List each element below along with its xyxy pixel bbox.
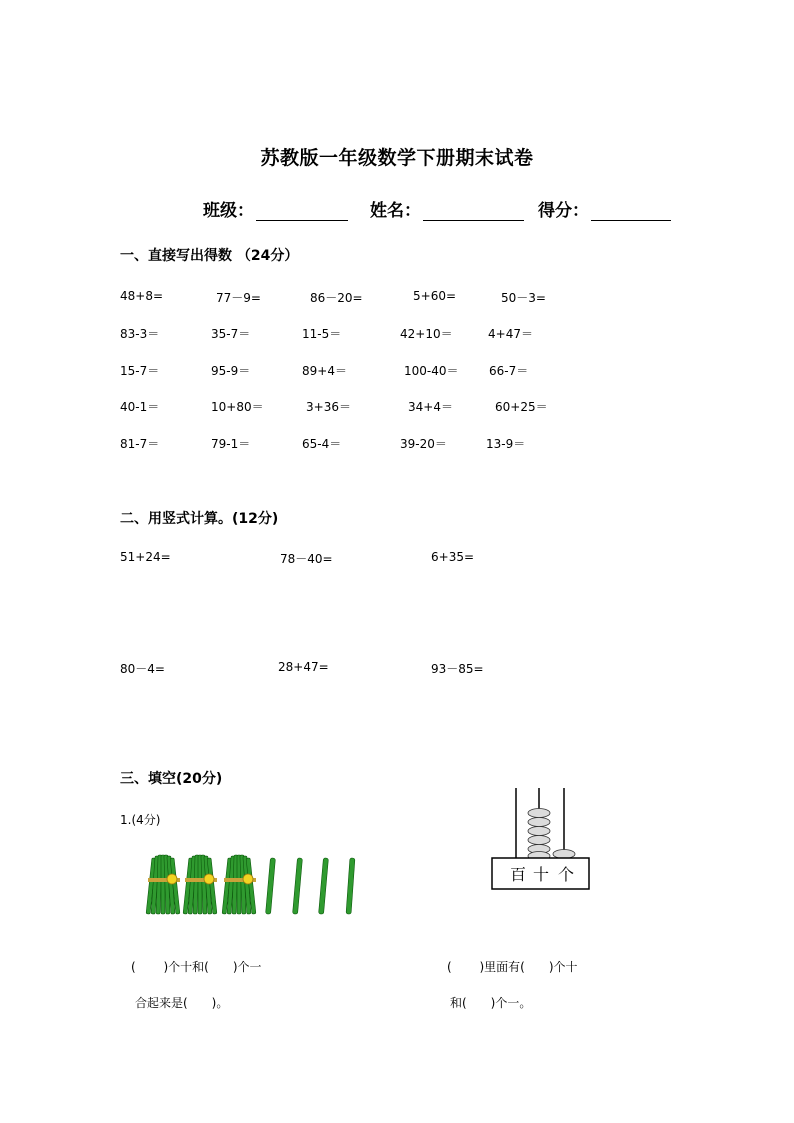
vertical-calc: 6+35= — [431, 550, 475, 564]
equation: 13-9＝ — [486, 437, 526, 451]
equation: 86－20= — [310, 291, 363, 305]
stick-bundle — [183, 855, 217, 914]
abacus-bead — [528, 818, 550, 827]
abacus-label-ones: 个 — [557, 865, 575, 884]
abacus-image — [488, 784, 593, 894]
score-field — [538, 196, 671, 221]
class-field — [203, 196, 348, 221]
question1-right-line2: 和( )个一。 — [450, 996, 532, 1010]
abacus-bead — [553, 850, 575, 859]
counting-sticks-image — [140, 848, 370, 920]
equation: 10+80＝ — [211, 400, 264, 414]
score-blank[interactable] — [591, 200, 671, 221]
class-blank[interactable] — [256, 200, 348, 221]
equation: 5+60= — [413, 289, 457, 303]
equation: 83-3＝ — [120, 327, 160, 341]
question1-left-line2: 合起来是( )。 — [135, 996, 229, 1010]
equation: 3+36＝ — [306, 400, 351, 414]
equation: 50－3= — [501, 291, 546, 305]
equation: 34+4＝ — [408, 400, 453, 414]
equation: 81-7＝ — [120, 437, 160, 451]
equation: 60+25＝ — [495, 400, 548, 414]
section3-heading: 三、填空(20分) — [120, 771, 223, 787]
name-field — [370, 196, 524, 221]
name-label: 姓名： — [370, 201, 421, 221]
equation: 35-7＝ — [211, 327, 251, 341]
section1-heading: 一、直接写出得数 （24分） — [120, 248, 299, 264]
equation: 40-1＝ — [120, 400, 160, 414]
equation: 77－9= — [216, 291, 261, 305]
class-label: 班级： — [203, 201, 254, 221]
stick-bundle — [222, 855, 256, 914]
single-stick — [266, 858, 276, 914]
equation: 48+8= — [120, 289, 164, 303]
equation: 4+47＝ — [488, 327, 533, 341]
vertical-calc: 80－4= — [120, 662, 165, 676]
equation: 89+4＝ — [302, 364, 347, 378]
abacus-bead — [528, 827, 550, 836]
equation: 15-7＝ — [120, 364, 160, 378]
name-blank[interactable] — [423, 200, 524, 221]
equation: 95-9＝ — [211, 364, 251, 378]
single-stick — [319, 858, 329, 914]
equation: 66-7＝ — [489, 364, 529, 378]
single-stick — [293, 858, 303, 914]
equation: 79-1＝ — [211, 437, 251, 451]
stick-bundle — [146, 855, 180, 914]
question1-label: 1.(4分) — [120, 813, 161, 827]
score-label: 得分： — [538, 201, 589, 221]
vertical-calc: 78－40= — [280, 552, 333, 566]
vertical-calc: 51+24= — [120, 550, 171, 564]
abacus-bead — [528, 809, 550, 818]
question1-right-line1: ( )里面有( )个十 — [447, 960, 578, 974]
section2-heading: 二、用竖式计算。(12分) — [120, 511, 279, 527]
single-stick — [346, 858, 355, 914]
equation: 11-5＝ — [302, 327, 342, 341]
equation: 39-20＝ — [400, 437, 447, 451]
abacus-label-tens: 十 — [532, 865, 550, 884]
vertical-calc: 28+47= — [278, 660, 329, 674]
equation: 100-40＝ — [404, 364, 459, 378]
equation: 65-4＝ — [302, 437, 342, 451]
question1-left-line1: ( )个十和( )个一 — [131, 960, 262, 974]
page-title: 苏教版一年级数学下册期末试卷 — [260, 147, 534, 169]
vertical-calc: 93－85= — [431, 662, 484, 676]
abacus-bead — [528, 836, 550, 845]
equation: 42+10＝ — [400, 327, 453, 341]
abacus-label-hundreds: 百 — [509, 865, 527, 884]
